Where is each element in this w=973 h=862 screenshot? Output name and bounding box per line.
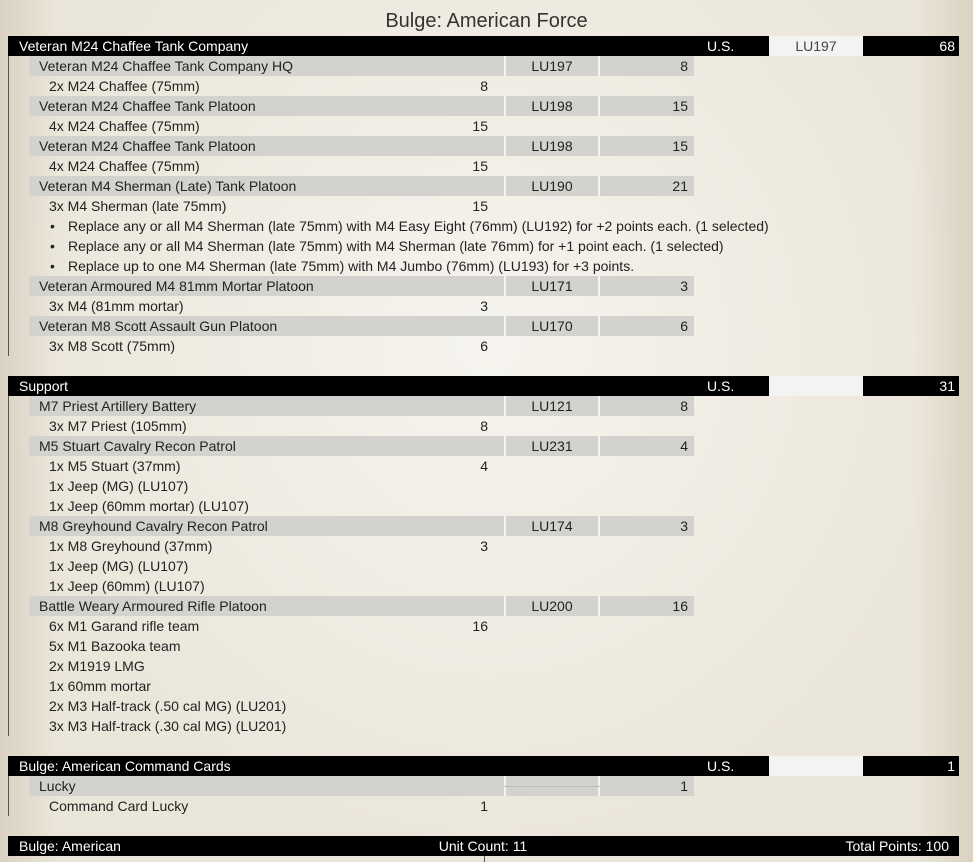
unit-item-points bbox=[440, 636, 488, 656]
unit-item: 6x M1 Garand rifle team bbox=[49, 618, 200, 634]
unit-item-points: 15 bbox=[472, 198, 488, 214]
section-code-box: LU197 bbox=[769, 36, 863, 56]
unit-name: M5 Stuart Cavalry Recon Patrol bbox=[39, 438, 236, 454]
unit-item-points: 4 bbox=[480, 458, 488, 474]
unit-points: 6 bbox=[600, 316, 694, 336]
section-name: Veteran M24 Chaffee Tank Company bbox=[19, 38, 249, 54]
unit-item-points: 3 bbox=[480, 298, 488, 314]
unit-code: LU200 bbox=[506, 596, 598, 616]
unit-item: 3x M7 Priest (105mm) bbox=[49, 418, 187, 434]
unit-item-points bbox=[440, 656, 488, 676]
section-points: 1 bbox=[947, 758, 955, 774]
unit-code: LU171 bbox=[506, 276, 598, 296]
unit-item: 4x M24 Chaffee (75mm) bbox=[49, 158, 200, 174]
unit-code: LU121 bbox=[506, 396, 598, 416]
unit-points: 8 bbox=[600, 56, 694, 76]
unit-item: 1x 60mm mortar bbox=[49, 678, 151, 694]
unit-item: 2x M3 Half-track (.50 cal MG) (LU201) bbox=[49, 698, 287, 714]
section-nation: U.S. bbox=[707, 378, 735, 394]
unit-code: LU190 bbox=[506, 176, 598, 196]
unit-code-divider bbox=[504, 786, 600, 787]
unit-item-points bbox=[440, 576, 488, 596]
unit-name: Veteran M24 Chaffee Tank Platoon bbox=[39, 138, 256, 154]
unit-item: 1x Jeep (MG) (LU107) bbox=[49, 478, 189, 494]
upgrade-option: • Replace up to one M4 Sherman (late 75mm) with M4 Jumbo (76mm) (LU193) for +3 points. bbox=[68, 256, 888, 276]
section-left-border bbox=[8, 56, 9, 356]
unit-points: 21 bbox=[600, 176, 694, 196]
section-points: 68 bbox=[939, 38, 955, 54]
unit-name: M8 Greyhound Cavalry Recon Patrol bbox=[39, 518, 268, 534]
unit-points: 16 bbox=[600, 596, 694, 616]
unit-name: Veteran M8 Scott Assault Gun Platoon bbox=[39, 318, 278, 334]
section-points: 31 bbox=[939, 378, 955, 394]
unit-item-points: 1 bbox=[480, 798, 488, 814]
footer-unit-count: Unit Count: 11 bbox=[438, 838, 528, 854]
unit-item: 1x M8 Greyhound (37mm) bbox=[49, 538, 213, 554]
unit-code: LU231 bbox=[506, 436, 598, 456]
section-name: Bulge: American Command Cards bbox=[19, 758, 231, 774]
unit-name: Veteran Armoured M4 81mm Mortar Platoon bbox=[39, 278, 314, 294]
unit-item: 3x M4 (81mm mortar) bbox=[49, 298, 184, 314]
section-code-box bbox=[769, 376, 863, 396]
unit-item: 2x M1919 LMG bbox=[49, 658, 145, 674]
unit-code: LU198 bbox=[506, 96, 598, 116]
section-left-border bbox=[8, 396, 9, 736]
upgrade-option: • Replace any or all M4 Sherman (late 75mm) with M4 Sherman (late 76mm) for +1 point each. (1 selected) bbox=[68, 236, 888, 256]
footer-divider bbox=[484, 856, 485, 862]
unit-item: 4x M24 Chaffee (75mm) bbox=[49, 118, 200, 134]
unit-name: Lucky bbox=[39, 778, 76, 794]
unit-item: Command Card Lucky bbox=[49, 798, 189, 814]
unit-item-points bbox=[440, 476, 488, 496]
section-left-border bbox=[8, 776, 9, 816]
unit-item-points bbox=[440, 696, 488, 716]
unit-item: 3x M4 Sherman (late 75mm) bbox=[49, 198, 227, 214]
unit-name: Veteran M24 Chaffee Tank Company HQ bbox=[39, 58, 293, 74]
section-name: Support bbox=[19, 378, 69, 394]
unit-code: LU198 bbox=[506, 136, 598, 156]
section-code-box bbox=[769, 756, 863, 776]
unit-name: Veteran M24 Chaffee Tank Platoon bbox=[39, 98, 256, 114]
unit-item: 2x M24 Chaffee (75mm) bbox=[49, 78, 200, 94]
unit-item-points: 15 bbox=[472, 158, 488, 174]
unit-item-points: 15 bbox=[472, 118, 488, 134]
unit-item-points: 8 bbox=[480, 78, 488, 94]
section-nation: U.S. bbox=[707, 38, 735, 54]
unit-name: M7 Priest Artillery Battery bbox=[39, 398, 197, 414]
upgrade-option: • Replace any or all M4 Sherman (late 75mm) with M4 Easy Eight (76mm) (LU192) for +2 points each. (1 selected) bbox=[68, 216, 888, 236]
unit-item: 3x M3 Half-track (.30 cal MG) (LU201) bbox=[49, 718, 287, 734]
unit-code: LU174 bbox=[506, 516, 598, 536]
unit-points: 15 bbox=[600, 96, 694, 116]
unit-code: LU170 bbox=[506, 316, 598, 336]
unit-name: Battle Weary Armoured Rifle Platoon bbox=[39, 598, 267, 614]
unit-item-points bbox=[440, 716, 488, 736]
unit-item: 1x Jeep (60mm) (LU107) bbox=[49, 578, 205, 594]
unit-points: 8 bbox=[600, 396, 694, 416]
unit-code: LU197 bbox=[506, 56, 598, 76]
unit-item: 1x Jeep (60mm mortar) (LU107) bbox=[49, 498, 249, 514]
unit-item-points: 8 bbox=[480, 418, 488, 434]
unit-points: 3 bbox=[600, 276, 694, 296]
unit-points: 15 bbox=[600, 136, 694, 156]
unit-item-points: 3 bbox=[480, 538, 488, 554]
unit-name: Veteran M4 Sherman (Late) Tank Platoon bbox=[39, 178, 297, 194]
unit-item-points: 6 bbox=[480, 338, 488, 354]
unit-points: 3 bbox=[600, 516, 694, 536]
unit-item: 5x M1 Bazooka team bbox=[49, 638, 181, 654]
unit-item-points bbox=[440, 496, 488, 516]
unit-item-points bbox=[440, 676, 488, 696]
page-title: Bulge: American Force bbox=[385, 10, 588, 32]
footer-force-name: Bulge: American bbox=[19, 838, 121, 854]
unit-item: 1x M5 Stuart (37mm) bbox=[49, 458, 181, 474]
unit-item-points: 16 bbox=[472, 618, 488, 634]
unit-item: 1x Jeep (MG) (LU107) bbox=[49, 558, 189, 574]
unit-item: 3x M8 Scott (75mm) bbox=[49, 338, 176, 354]
footer-total-points: Total Points: 100 bbox=[845, 838, 949, 854]
unit-points: 4 bbox=[600, 436, 694, 456]
section-nation: U.S. bbox=[707, 758, 735, 774]
unit-points: 1 bbox=[600, 776, 694, 796]
unit-item-points bbox=[440, 556, 488, 576]
